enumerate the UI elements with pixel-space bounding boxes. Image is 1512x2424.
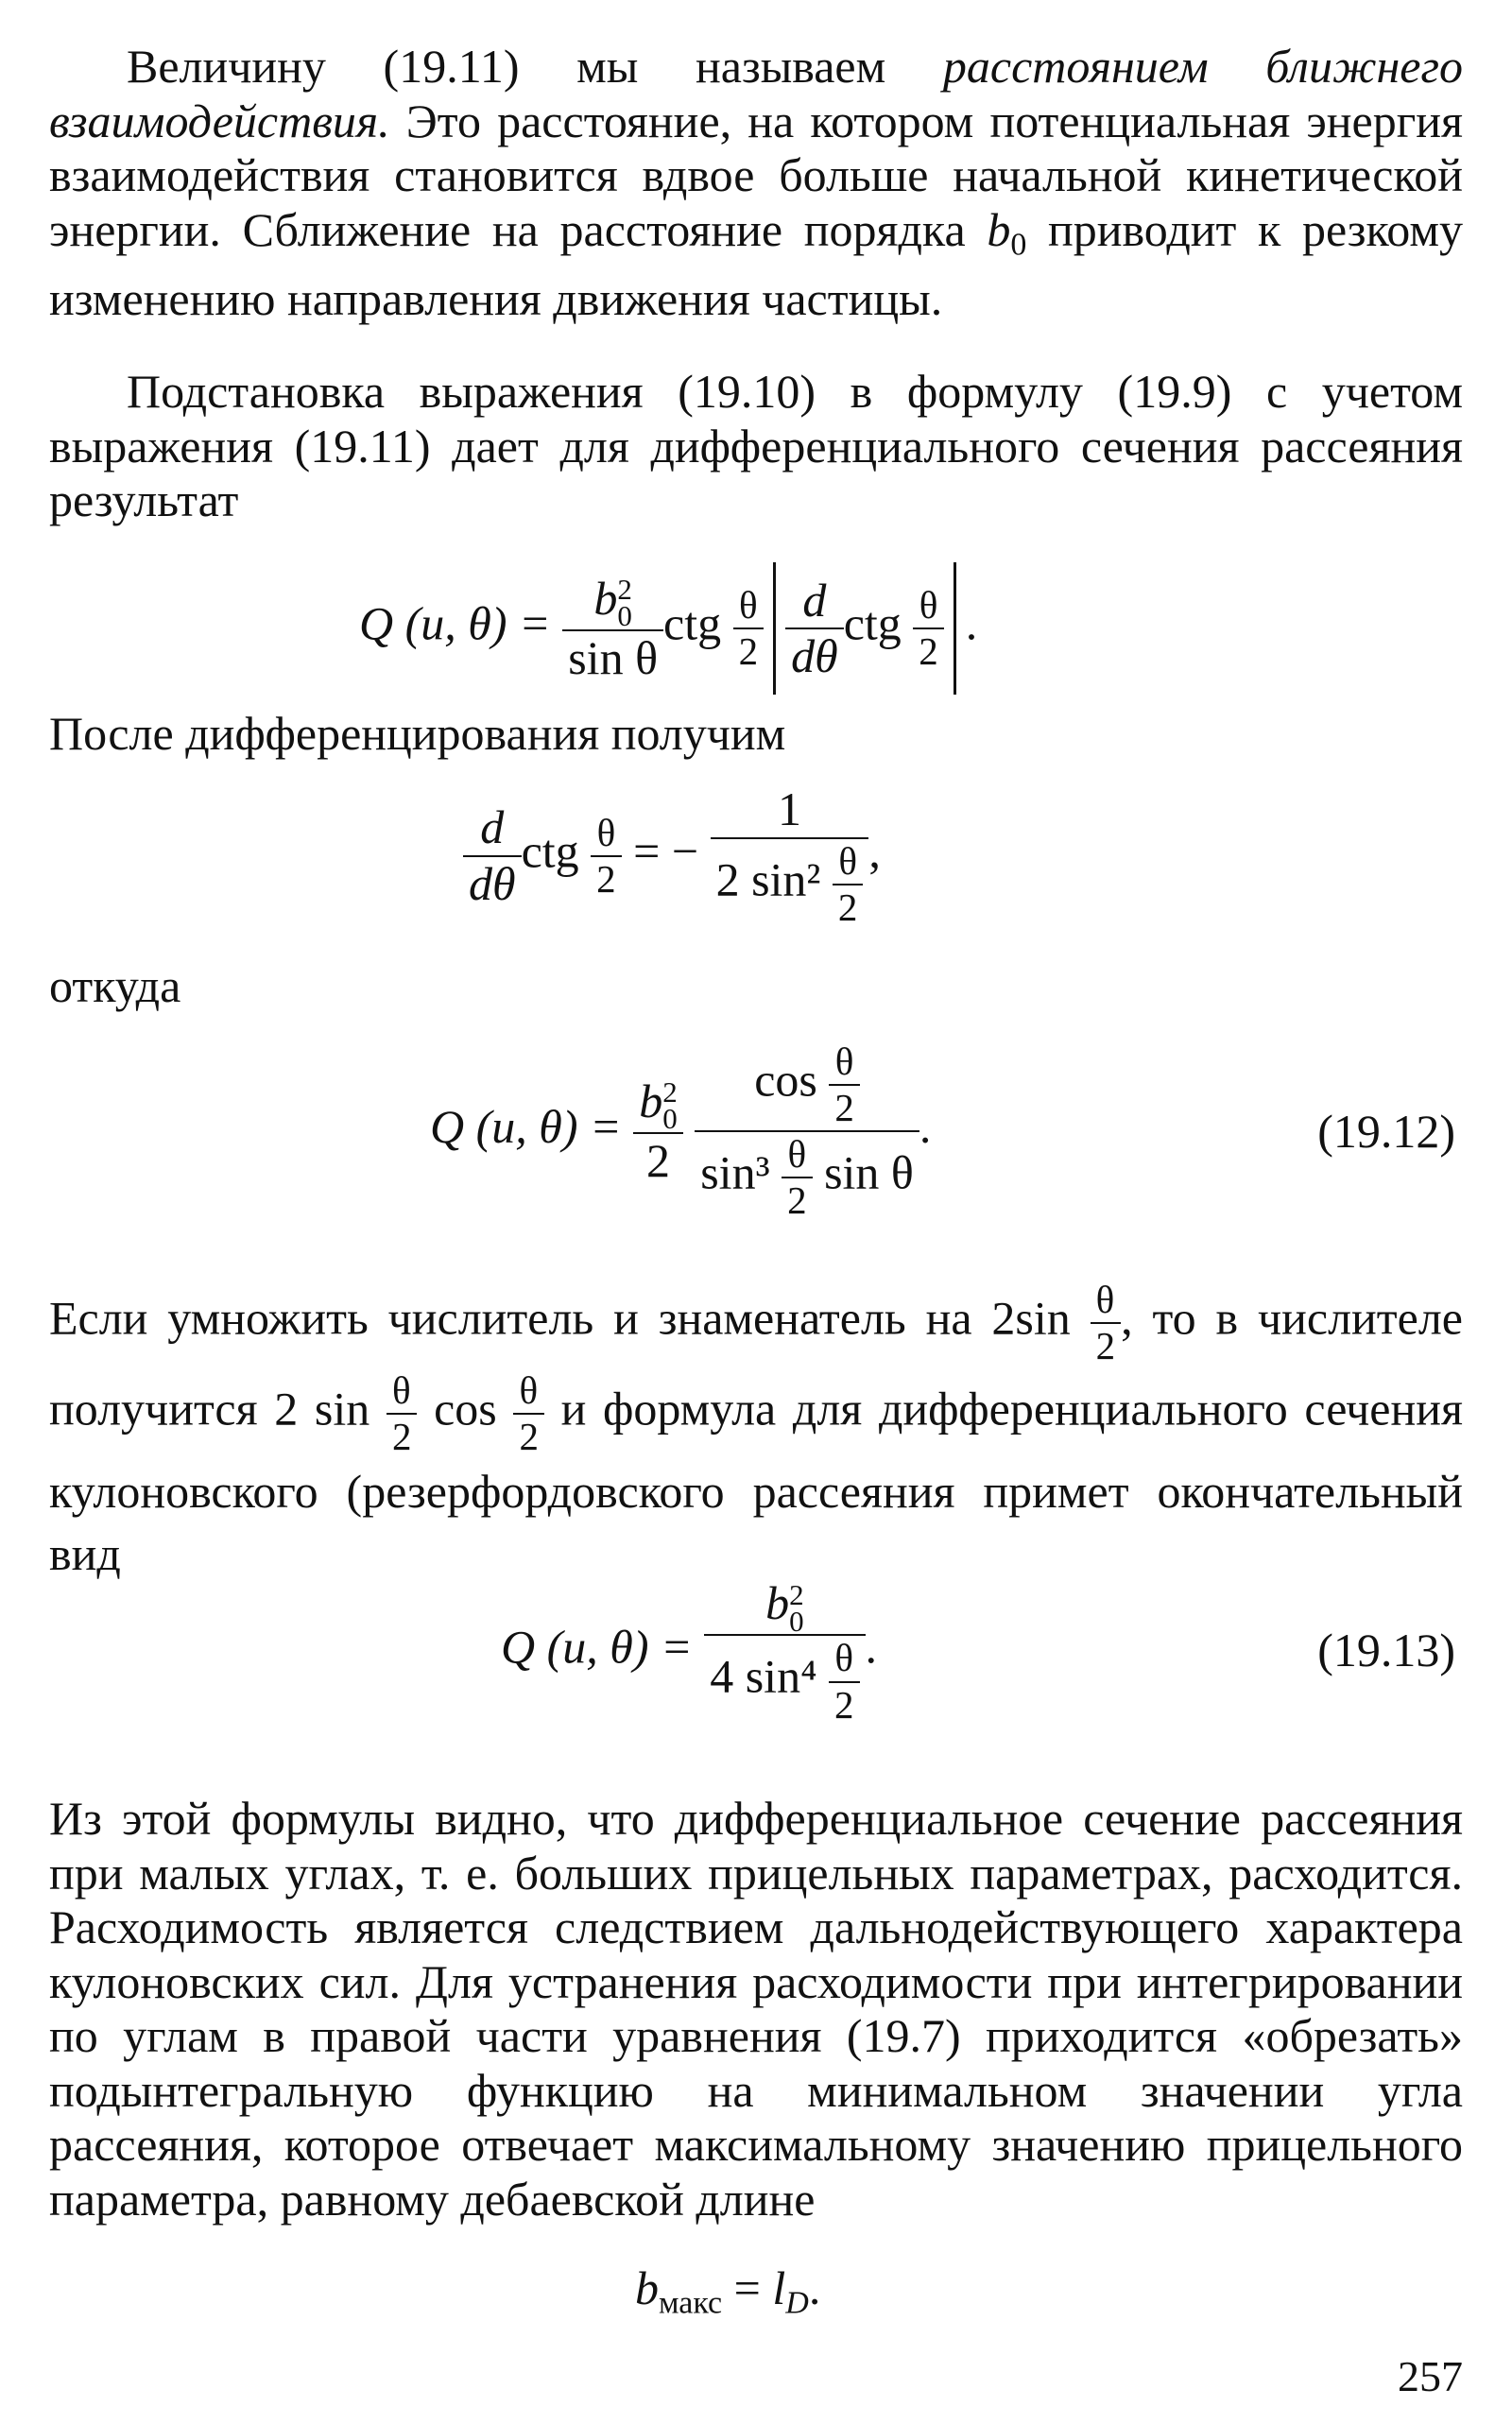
equation-label-19-12: (19.12) [1317, 1105, 1455, 1158]
paragraph-1: Величину (19.11) мы называем расстоянием ближнего взаимодействия. Это расстояние, на котором потенциальная энергия взаимодействия становится вдвое больше начальной кинетической энергии. Сближение на расстояние порядка $b_0$ приводит к резкому изменению направления движения частицы. [49, 40, 1463, 325]
page-number: 257 [1398, 2352, 1463, 2400]
paragraph-4: откуда [49, 959, 181, 1012]
equation-derivative: $\frac{d}{d\theta}$ ctg $\frac{\theta}{2}$ = − 1 2 sin² $\frac{\theta}{2}$ , [463, 782, 881, 930]
abs-bar-right [954, 562, 956, 695]
paragraph-2: Подстановка выражения (19.10) в формулу (19.9) с учетом выражения (19.11) дает для дифференциального сечения рассеяния результат [49, 365, 1463, 526]
equation-19-13: Q (u, θ) = b 2 0 4 sin⁴ $\frac{\theta}{2}$ . [501, 1576, 877, 1727]
equation-cross-section: Q (u, θ) = b 2 0 sin θ ctg $\frac{\theta}{2}$ $\frac{d}{d\theta}$ ctg $\frac{\theta}{2}$ . [359, 562, 977, 695]
paragraph-5: Если умножить числитель и знаменатель на 2sin $\frac{\theta}{2}$ , то в числителе получится 2 sin $\frac{\theta}{2}$ cos $\frac{\theta}{2}$ и формула для дифференциального сечения кулоновского (резерфордовского рассеяния примет окончательный вид [49, 1278, 1463, 1580]
term-short-range-distance: расстоянием ближнего взаимодействия. [49, 40, 1463, 147]
equation-label-19-13: (19.13) [1317, 1624, 1455, 1676]
equation-19-12: Q (u, θ) = b 2 0 2 cos $\frac{\theta}{2}$ sin³ $\frac{\theta}{2}$ sin θ . [430, 1040, 932, 1223]
paragraph-3: После дифференцирования получим [49, 707, 786, 760]
equation-bmax: $b_{макс} = l_D$. [635, 2261, 821, 2321]
abs-bar-left [773, 562, 776, 695]
paragraph-6: Из этой формулы видно, что дифференциальное сечение рассеяния при малых углах, т. е. больших прицельных параметрах, расходится. Расходимость является следствием дальнодействующего характера кулоновских сил. Для устранения расходимости при интегрировании по углам в правой части уравнения (19.7) приходится «обрезать» подынтегральную функцию на минимальном значении угла рассеяния, которое отвечает максимальному значению прицельного параметра, равному дебаевской длине [49, 1792, 1463, 2226]
